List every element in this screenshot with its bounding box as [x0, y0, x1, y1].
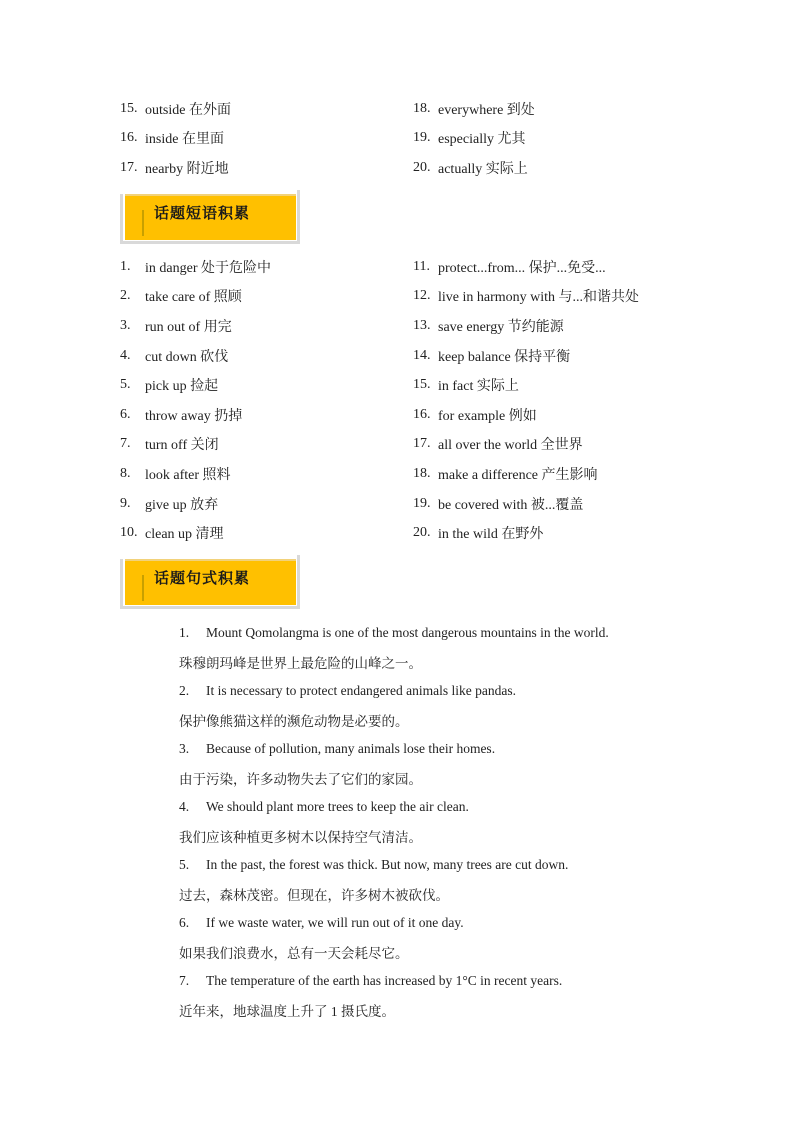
sentence-item: [179, 966, 699, 1024]
item-number: 20.: [413, 525, 431, 541]
item-number: 4.: [120, 347, 131, 363]
sentence-chinese: 如果我们浪费水，总有一天会耗尽它。: [179, 945, 409, 961]
sentence-item: [179, 676, 699, 734]
phrase-row: [120, 489, 680, 519]
item-term: actually 实际上: [438, 161, 528, 177]
item-number: 19.: [413, 130, 431, 146]
phrase-item: [413, 257, 606, 277]
sentence-text: We should plant more trees to keep the air clean.: [206, 798, 469, 814]
item-term: give up 放弃: [145, 497, 219, 513]
phrase-item: [413, 523, 543, 543]
phrase-row: [120, 459, 680, 489]
banner-frame-left: [120, 559, 123, 606]
phrase-row: [120, 252, 680, 282]
item-number: 7.: [179, 972, 190, 988]
item-number: 2.: [179, 682, 190, 698]
sentence-item: [179, 618, 699, 676]
sentence-text: Mount Qomolangma is one of the most dangerous mountains in the world.: [206, 624, 609, 640]
item-term: in fact 实际上: [438, 379, 519, 395]
vocab-item: [413, 158, 528, 178]
item-term: nearby 附近地: [145, 161, 229, 177]
item-term: save energy 节约能源: [438, 319, 564, 335]
phrase-row: [120, 430, 680, 460]
phrase-item: [120, 316, 413, 336]
phrase-item: [413, 405, 537, 425]
sentence-item: [179, 792, 699, 850]
phrases-section-banner: [120, 188, 300, 244]
phrase-item: [120, 257, 413, 277]
banner-frame-right: [297, 190, 300, 241]
vocab-row: [120, 124, 680, 154]
item-number: 4.: [179, 798, 190, 814]
item-term: keep balance 保持平衡: [438, 349, 571, 365]
banner-frame-bottom: [120, 241, 300, 244]
item-number: 3.: [120, 317, 131, 333]
item-term: take care of 照顾: [145, 290, 242, 306]
sentence-chinese: 珠穆朗玛峰是世界上最危险的山峰之一。: [179, 655, 422, 671]
banner-frame-left: [120, 194, 123, 241]
section-title: 话题短语积累: [154, 204, 251, 222]
item-number: 17.: [120, 159, 138, 175]
item-number: 13.: [413, 317, 431, 333]
vocab-item: [120, 99, 413, 119]
item-number: 18.: [413, 100, 431, 116]
phrase-row: [120, 370, 680, 400]
phrase-item: [413, 464, 598, 484]
sentence-english: [179, 966, 699, 995]
sentence-english: [179, 908, 699, 937]
item-number: 12.: [413, 288, 431, 304]
item-term: live in harmony with 与...和谐共处: [438, 290, 640, 306]
item-number: 15.: [413, 377, 431, 393]
item-number: 16.: [120, 130, 138, 146]
sentence-text: It is necessary to protect endangered animals like pandas.: [206, 682, 517, 698]
item-term: run out of 用完: [145, 319, 232, 335]
item-number: 5.: [120, 377, 131, 393]
item-number: 19.: [413, 495, 431, 511]
phrase-item: [413, 316, 564, 336]
item-number: 6.: [120, 406, 131, 422]
sentence-text: If we waste water, we will run out of it one day.: [206, 914, 464, 930]
phrase-item: [413, 346, 570, 366]
item-number: 15.: [120, 100, 138, 116]
sentence-item: [179, 908, 699, 966]
item-number: 8.: [120, 465, 131, 481]
item-number: 6.: [179, 914, 190, 930]
sentence-chinese: 保护像熊猫这样的濒危动物是必要的。: [179, 713, 409, 729]
item-number: 2.: [120, 288, 131, 304]
sentence-chinese: 由于污染，许多动物失去了它们的家园。: [179, 771, 422, 787]
sentence-text: Because of pollution, many animals lose their homes.: [206, 740, 496, 756]
phrase-item: [120, 346, 413, 366]
vocabulary-list-continued: [120, 94, 680, 183]
item-term: outside 在外面: [145, 102, 231, 118]
item-number: 7.: [120, 436, 131, 452]
item-term: be covered with 被...覆盖: [438, 497, 584, 513]
item-number: 16.: [413, 406, 431, 422]
sentence-item: [179, 734, 699, 792]
phrase-row: [120, 311, 680, 341]
vocab-item: [413, 128, 525, 148]
item-number: 10.: [120, 525, 138, 541]
item-term: for example 例如: [438, 408, 537, 424]
sentence-chinese: 我们应该种植更多树木以保持空气清洁。: [179, 829, 422, 845]
vocab-row: [120, 153, 680, 183]
sentence-text: In the past, the forest was thick. But now, many trees are cut down.: [206, 856, 569, 872]
banner-frame-bottom: [120, 606, 300, 609]
item-number: 9.: [120, 495, 131, 511]
banner-accent-rule: [142, 575, 144, 601]
sentence-english: [179, 676, 699, 705]
item-number: 18.: [413, 465, 431, 481]
item-term: make a difference 产生影响: [438, 467, 598, 483]
item-number: 11.: [413, 258, 430, 274]
item-term: everywhere 到处: [438, 102, 535, 118]
item-term: look after 照料: [145, 467, 231, 483]
vocab-item: [120, 128, 413, 148]
item-number: 17.: [413, 436, 431, 452]
phrase-item: [413, 494, 583, 514]
phrase-item: [413, 375, 519, 395]
phrase-list: [120, 252, 680, 548]
section-title: 话题句式积累: [154, 569, 251, 587]
vocab-item: [120, 158, 413, 178]
item-number: 3.: [179, 740, 190, 756]
phrase-item: [120, 375, 413, 395]
sentence-english: [179, 618, 699, 647]
phrase-item: [120, 286, 413, 306]
phrase-item: [413, 286, 639, 306]
phrase-row: [120, 400, 680, 430]
item-number: 5.: [179, 856, 190, 872]
banner-frame-right: [297, 555, 300, 606]
item-term: in danger 处于危险中: [145, 260, 271, 276]
sentences-section-banner: [120, 553, 300, 609]
phrase-row: [120, 518, 680, 548]
item-term: throw away 扔掉: [145, 408, 243, 424]
phrase-row: [120, 341, 680, 371]
item-term: in the wild 在野外: [438, 527, 544, 543]
item-number: 20.: [413, 159, 431, 175]
sentence-english: [179, 734, 699, 763]
sentence-text: The temperature of the earth has increased by 1°C in recent years.: [206, 972, 563, 988]
vocab-item: [413, 99, 535, 119]
sentence-item: [179, 850, 699, 908]
item-term: clean up 清理: [145, 527, 224, 543]
phrase-item: [413, 434, 583, 454]
item-term: pick up 捡起: [145, 379, 219, 395]
phrase-item: [120, 434, 413, 454]
item-term: especially 尤其: [438, 132, 526, 148]
phrase-item: [120, 464, 413, 484]
banner-accent-rule: [142, 210, 144, 236]
item-number: 1.: [179, 624, 190, 640]
vocab-row: [120, 94, 680, 124]
phrase-row: [120, 282, 680, 312]
sentence-english: [179, 850, 699, 879]
item-term: turn off 关闭: [145, 438, 219, 454]
sentence-chinese: 近年来，地球温度上升了 1 摄氏度。: [179, 1003, 395, 1019]
item-term: all over the world 全世界: [438, 438, 583, 454]
sentence-list: [179, 618, 699, 1024]
item-term: protect...from... 保护...免受...: [438, 260, 606, 276]
phrase-item: [120, 494, 413, 514]
sentence-chinese: 过去，森林茂密。但现在，许多树木被砍伐。: [179, 887, 449, 903]
sentence-english: [179, 792, 699, 821]
item-term: cut down 砍伐: [145, 349, 229, 365]
phrase-item: [120, 405, 413, 425]
item-term: inside 在里面: [145, 132, 224, 148]
item-number: 14.: [413, 347, 431, 363]
phrase-item: [120, 523, 413, 543]
item-number: 1.: [120, 258, 131, 274]
